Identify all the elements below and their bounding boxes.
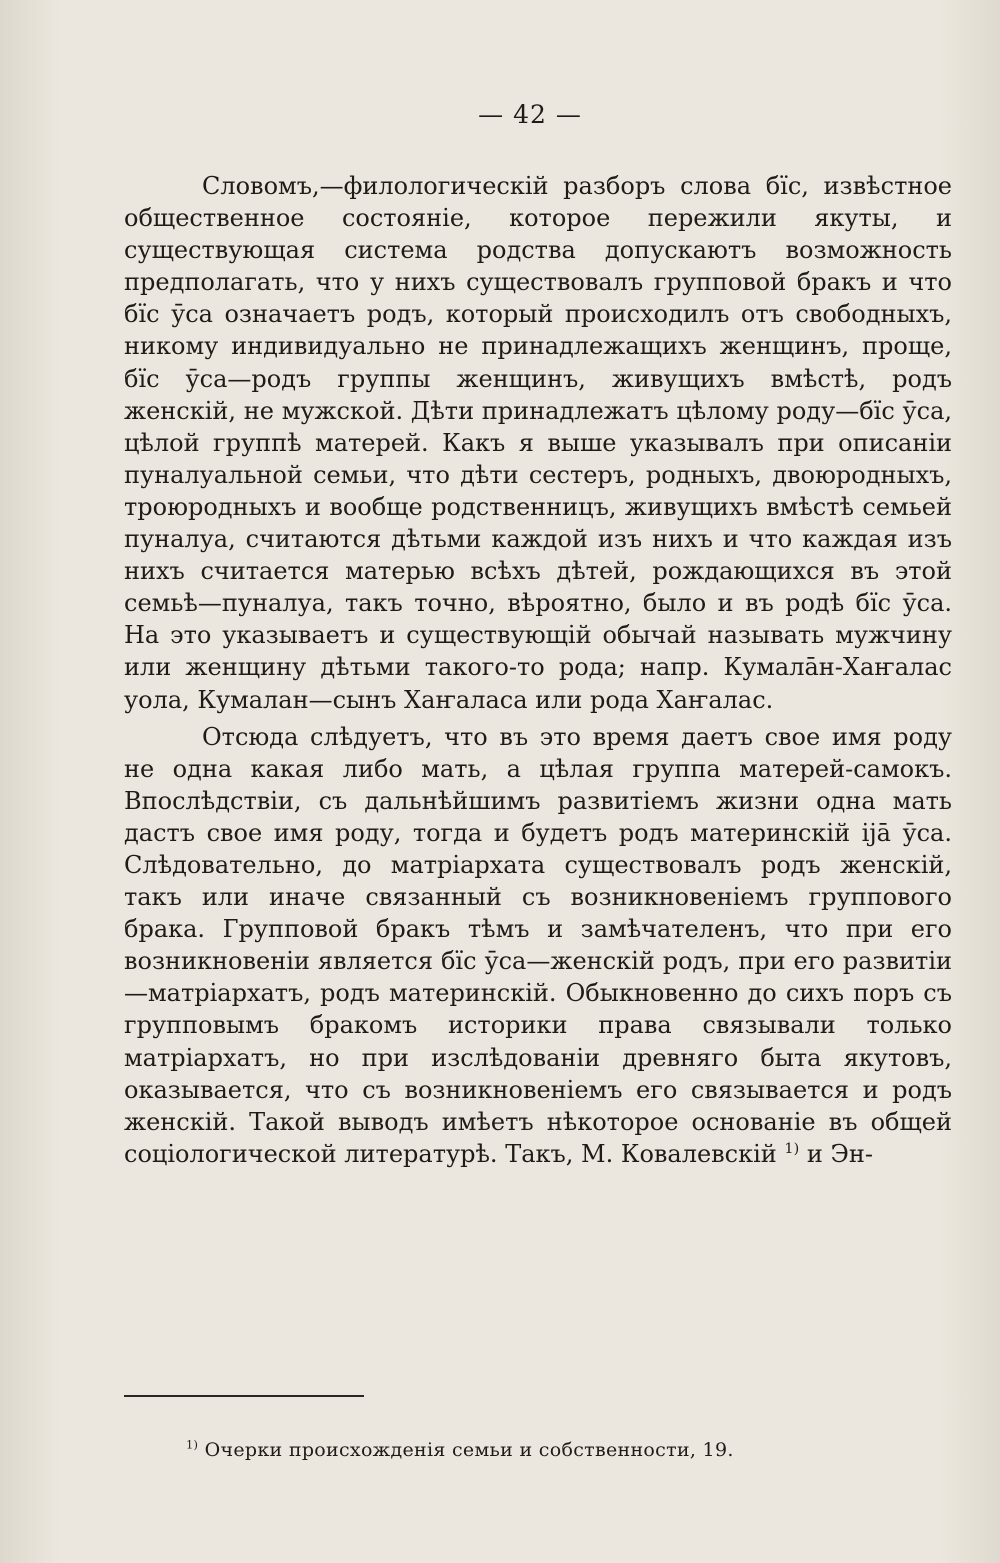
body-text: [124, 170, 952, 1170]
paragraph: [124, 721, 952, 1170]
paragraph-text: и Эн-: [799, 1139, 873, 1168]
page-number: — 42 —: [478, 100, 582, 129]
footnote-text: Очерки происхожденія семьи и собственности, 19.: [198, 1439, 734, 1461]
paragraph: Словомъ,—филологическій разборъ слова бїс, извѣстное общественное состояніе, которое пережили якуты, и существующая система родства допускаютъ возможность предполагать, что у нихъ существовалъ групповой бракъ и что бїс ӯса означаетъ родъ, который происходилъ отъ свободныхъ, никому индивидуально не принадлежащихъ женщинъ, проще, бїс ӯса—родъ группы женщинъ, живущихъ вмѣстѣ, родъ женскій, не мужской. Дѣти принадлежатъ цѣлому роду—бїс ӯса, цѣлой группѣ матерей. Какъ я выше указывалъ при описаніи пуналуальной семьи, что дѣти сестеръ, родныхъ, двоюродныхъ, троюродныхъ и вообще родственницъ, живущихъ вмѣстѣ семьей пуналуа, считаются дѣтьми каждой изъ нихъ и что каждая изъ нихъ считается матерью всѣхъ дѣтей, рождающихся въ этой семьѣ—пуналуа, такъ точно, вѣроятно, было и въ родѣ бїс ӯса. На это указываетъ и существующій обычай называть мужчину или женщину дѣтьми такого-то рода; напр. Кумалāн-Хаҥалас уола, Кумалан—сынъ Хаҥаласа или рода Хаҥалас.: [124, 172, 952, 714]
footnote-reference: 1): [784, 1140, 800, 1157]
footnote-mark: 1): [186, 1437, 199, 1452]
paragraph-text: Отсюда слѣдуетъ, что въ это время даетъ свое имя роду не одна какая либо мать, а цѣлая группа матерей-самокъ. Впослѣдствіи, съ дальнѣйшимъ развитіемъ жизни одна мать дастъ свое имя роду, тогда и будетъ родъ материнскій іјā ӯса. Слѣдовательно, до матріархата существовалъ родъ женскій, такъ или иначе связанный съ возникновеніемъ группового брака. Групповой бракъ тѣмъ и замѣчателенъ, что при его возникновеніи является бїс ӯса—женскій родъ, при его развитіи—матріархатъ, родъ материнскій. Обыкновенно до сихъ поръ съ групповымъ бракомъ историки права связывали только матріархатъ, но при изслѣдованіи древняго быта якутовъ, оказывается, что съ возникновеніемъ его связывается и родъ женскій. Такой выводъ имѣетъ нѣкоторое основаніе въ общей соціологической литературѣ. Такъ, М. Ковалевскій: [124, 722, 952, 1168]
footnote-divider: [124, 1395, 364, 1397]
footnote: [186, 1437, 734, 1463]
